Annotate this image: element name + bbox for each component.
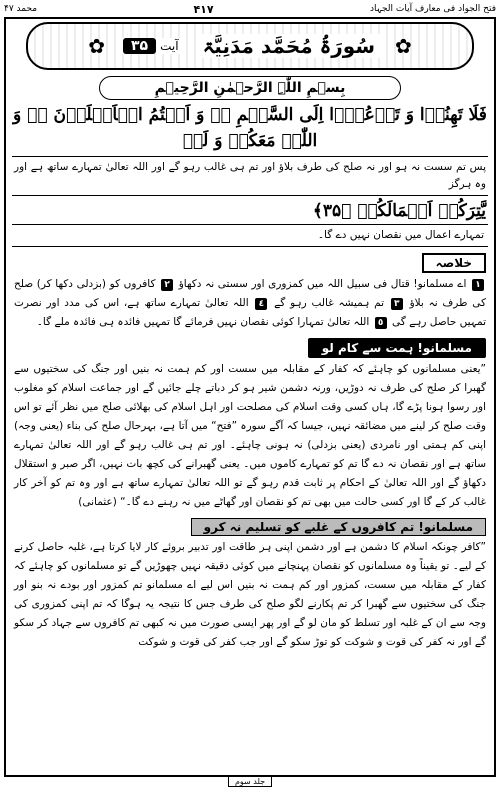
- courage-body: ”یعنی مسلمانوں کو چاہئے کہ کفار کے مقابلہ میں سست اور کم ہمت نہ بنیں اور جنگ کی سختیوں سے گھبرا کر صلح کی طرف نہ دوڑیں، ورنہ دشمن شیر ہو کر دباتے چلے جائیں گے اور جماعت اسلام کو مغلوب اور رسوا ہونا پڑے گا، ہاں کسی وقت اسلام کی مصلحت اور اہل اسلام کی بھلائی صلح میں نظر آئے تو اس وقت صلح کر لینے میں مضائقہ نہیں، جیسا کہ آگے سورہ ”فتح“ میں آتا ہے، بہرحال صلح کی بناء (یعنی وجہ) اپنی کم ہمتی اور نامردی (یعنی بزدلی) نہ ہونی چاہئے۔ اور تم ہی غالب رہو گے اور اللہ تعالیٰ تمہارے ساتھ ہے اور نقصان نہ دے گا تم کو تمہارے کاموں میں۔ یعنی گھبرانے کی کچھ بات نہیں، اگر صبر و استقلال دکھاؤ گے اور اللہ تعالیٰ کے احکام پر ثابت قدم رہو گے تو اللہ تعالیٰ تمہارے ساتھ ہے اور وہ تم کو آخر کار غالب کر کے گا اور کسی حالت میں بھی تم کو نقصان اور گھاٹے میں نہ رہنے دے گا۔“ (عثمانی): [14, 363, 486, 508]
- content-frame: [4, 17, 496, 777]
- verse-line-1: فَلَا تَهِنُوۡا وَ تَدۡعُوۡۤا اِلَی السَّلۡمِ ٭ۖ وَ اَنۡتُمُ الۡاَعۡلَوۡنَ ٭ۖ وَ اللّٰہُ مَعَکُمۡ وَ لَنۡ: [13, 105, 487, 151]
- bismillah: بِسۡمِ اللّٰہِ الرَّحۡمٰنِ الرَّحِیۡمِ: [99, 76, 401, 100]
- ayah-box: [119, 38, 183, 54]
- summary-body: [14, 275, 486, 332]
- verse-line-2: یَّتِرَکُمۡ اَعۡمَالَکُمۡ ﴿۳۵﴾: [312, 201, 486, 221]
- book-title: فتح الجواد فی معارف آیات الجہاد: [369, 4, 496, 14]
- courage-title: مسلمانو! ہمت سے کام لو: [308, 338, 486, 358]
- ayah-number: ۳۵: [123, 38, 156, 54]
- summary-point-2: تم ہمیشہ غالب رہو گے: [274, 297, 385, 309]
- point-number: ٥: [375, 317, 387, 329]
- surah-name: سُورَۃُ مُحَمَّد مَدَنِیَّۃ: [197, 34, 381, 58]
- translation-line-1: پس تم سست نہ ہو اور نہ صلح کی طرف بلاؤ اور تم ہی غالب رہو گے اور اللہ تعالیٰ تمہارے ساتھ ہے اور وہ ہرگز: [12, 156, 488, 196]
- surrender-heading: [14, 518, 486, 536]
- point-number: ٣: [391, 298, 403, 310]
- surrender-body: ”کافر چونکہ اسلام کا دشمن ہے اور دشمن اپنی ہر طاقت اور تدبیر بروئے کار لایا کرتا ہے، غلبہ حاصل کرنے کے لیے۔ تو یقیناً وہ مسلمانوں کو نقصان پہنچانے میں کوئی دقیقہ نہیں چھوڑیں گے تو مسلمانوں کو چاہئے کہ کفار کے مقابلہ میں سست، کمزور اور کم ہمت نہ بنیں اس لیے اے مسلمانو تم کمزور اور بودے نہ بنو اور جنگ کی سختیوں سے گھبرا کر تم پکارنے لگو صلح کی طرف جس کا نتیجہ یہ ہوگا کہ تم اپنی کمزوری کی وجہ سے ان کے غلبہ اور تسلط کو مان لو گے اور پھر ایسی صورت میں نہ کبھی تم کافروں سے جہاد کر سکو گے اور نہ کفر کی قوت و شوکت کو توڑ سکو گے اور جب کفر کی قوت و شوکت: [14, 541, 486, 648]
- page-footer: [0, 777, 500, 787]
- point-number: ٤: [255, 298, 267, 310]
- summary-point-1b: کافروں کو (بزدلی دکھا کر) صلح کی طرف نہ بلاؤ: [14, 278, 486, 309]
- point-number: ٢: [161, 279, 173, 291]
- summary-point-4: اللہ تعالیٰ تمہارا کوئی نقصان نہیں فرمائے گا تمہیں فائدہ ہی فائدہ ملے گا۔: [36, 316, 370, 328]
- flower-ornament-icon: ✿: [88, 34, 105, 58]
- courage-heading: [14, 338, 486, 358]
- page-number: ۴۱۷: [193, 2, 214, 16]
- ayah-label: آیت: [160, 39, 179, 53]
- flower-ornament-icon: ✿: [395, 34, 412, 58]
- summary-point-3: اللہ تعالیٰ تمہارے ساتھ ہے، اس کی مدد اور نصرت تمہیں حاصل رہے گی: [14, 297, 486, 328]
- surah-tag: محمد ۴۷: [4, 4, 38, 14]
- summary-point-1: اے مسلمانو! قتال فی سبیل اللہ میں کمزوری اور سستی نہ دکھاؤ: [178, 278, 467, 290]
- page-header: [4, 2, 496, 16]
- surah-banner: [26, 22, 474, 70]
- translation-line-2: تمہارے اعمال میں نقصان نہیں دے گا۔: [12, 224, 488, 247]
- surrender-title: مسلمانو! تم کافروں کے غلبے کو تسلیم نہ کرو: [191, 518, 486, 536]
- point-number: ١: [472, 279, 484, 291]
- volume-label: جلد سوم: [228, 776, 272, 787]
- summary-heading: [14, 253, 486, 273]
- summary-title: خلاصہ: [422, 253, 486, 273]
